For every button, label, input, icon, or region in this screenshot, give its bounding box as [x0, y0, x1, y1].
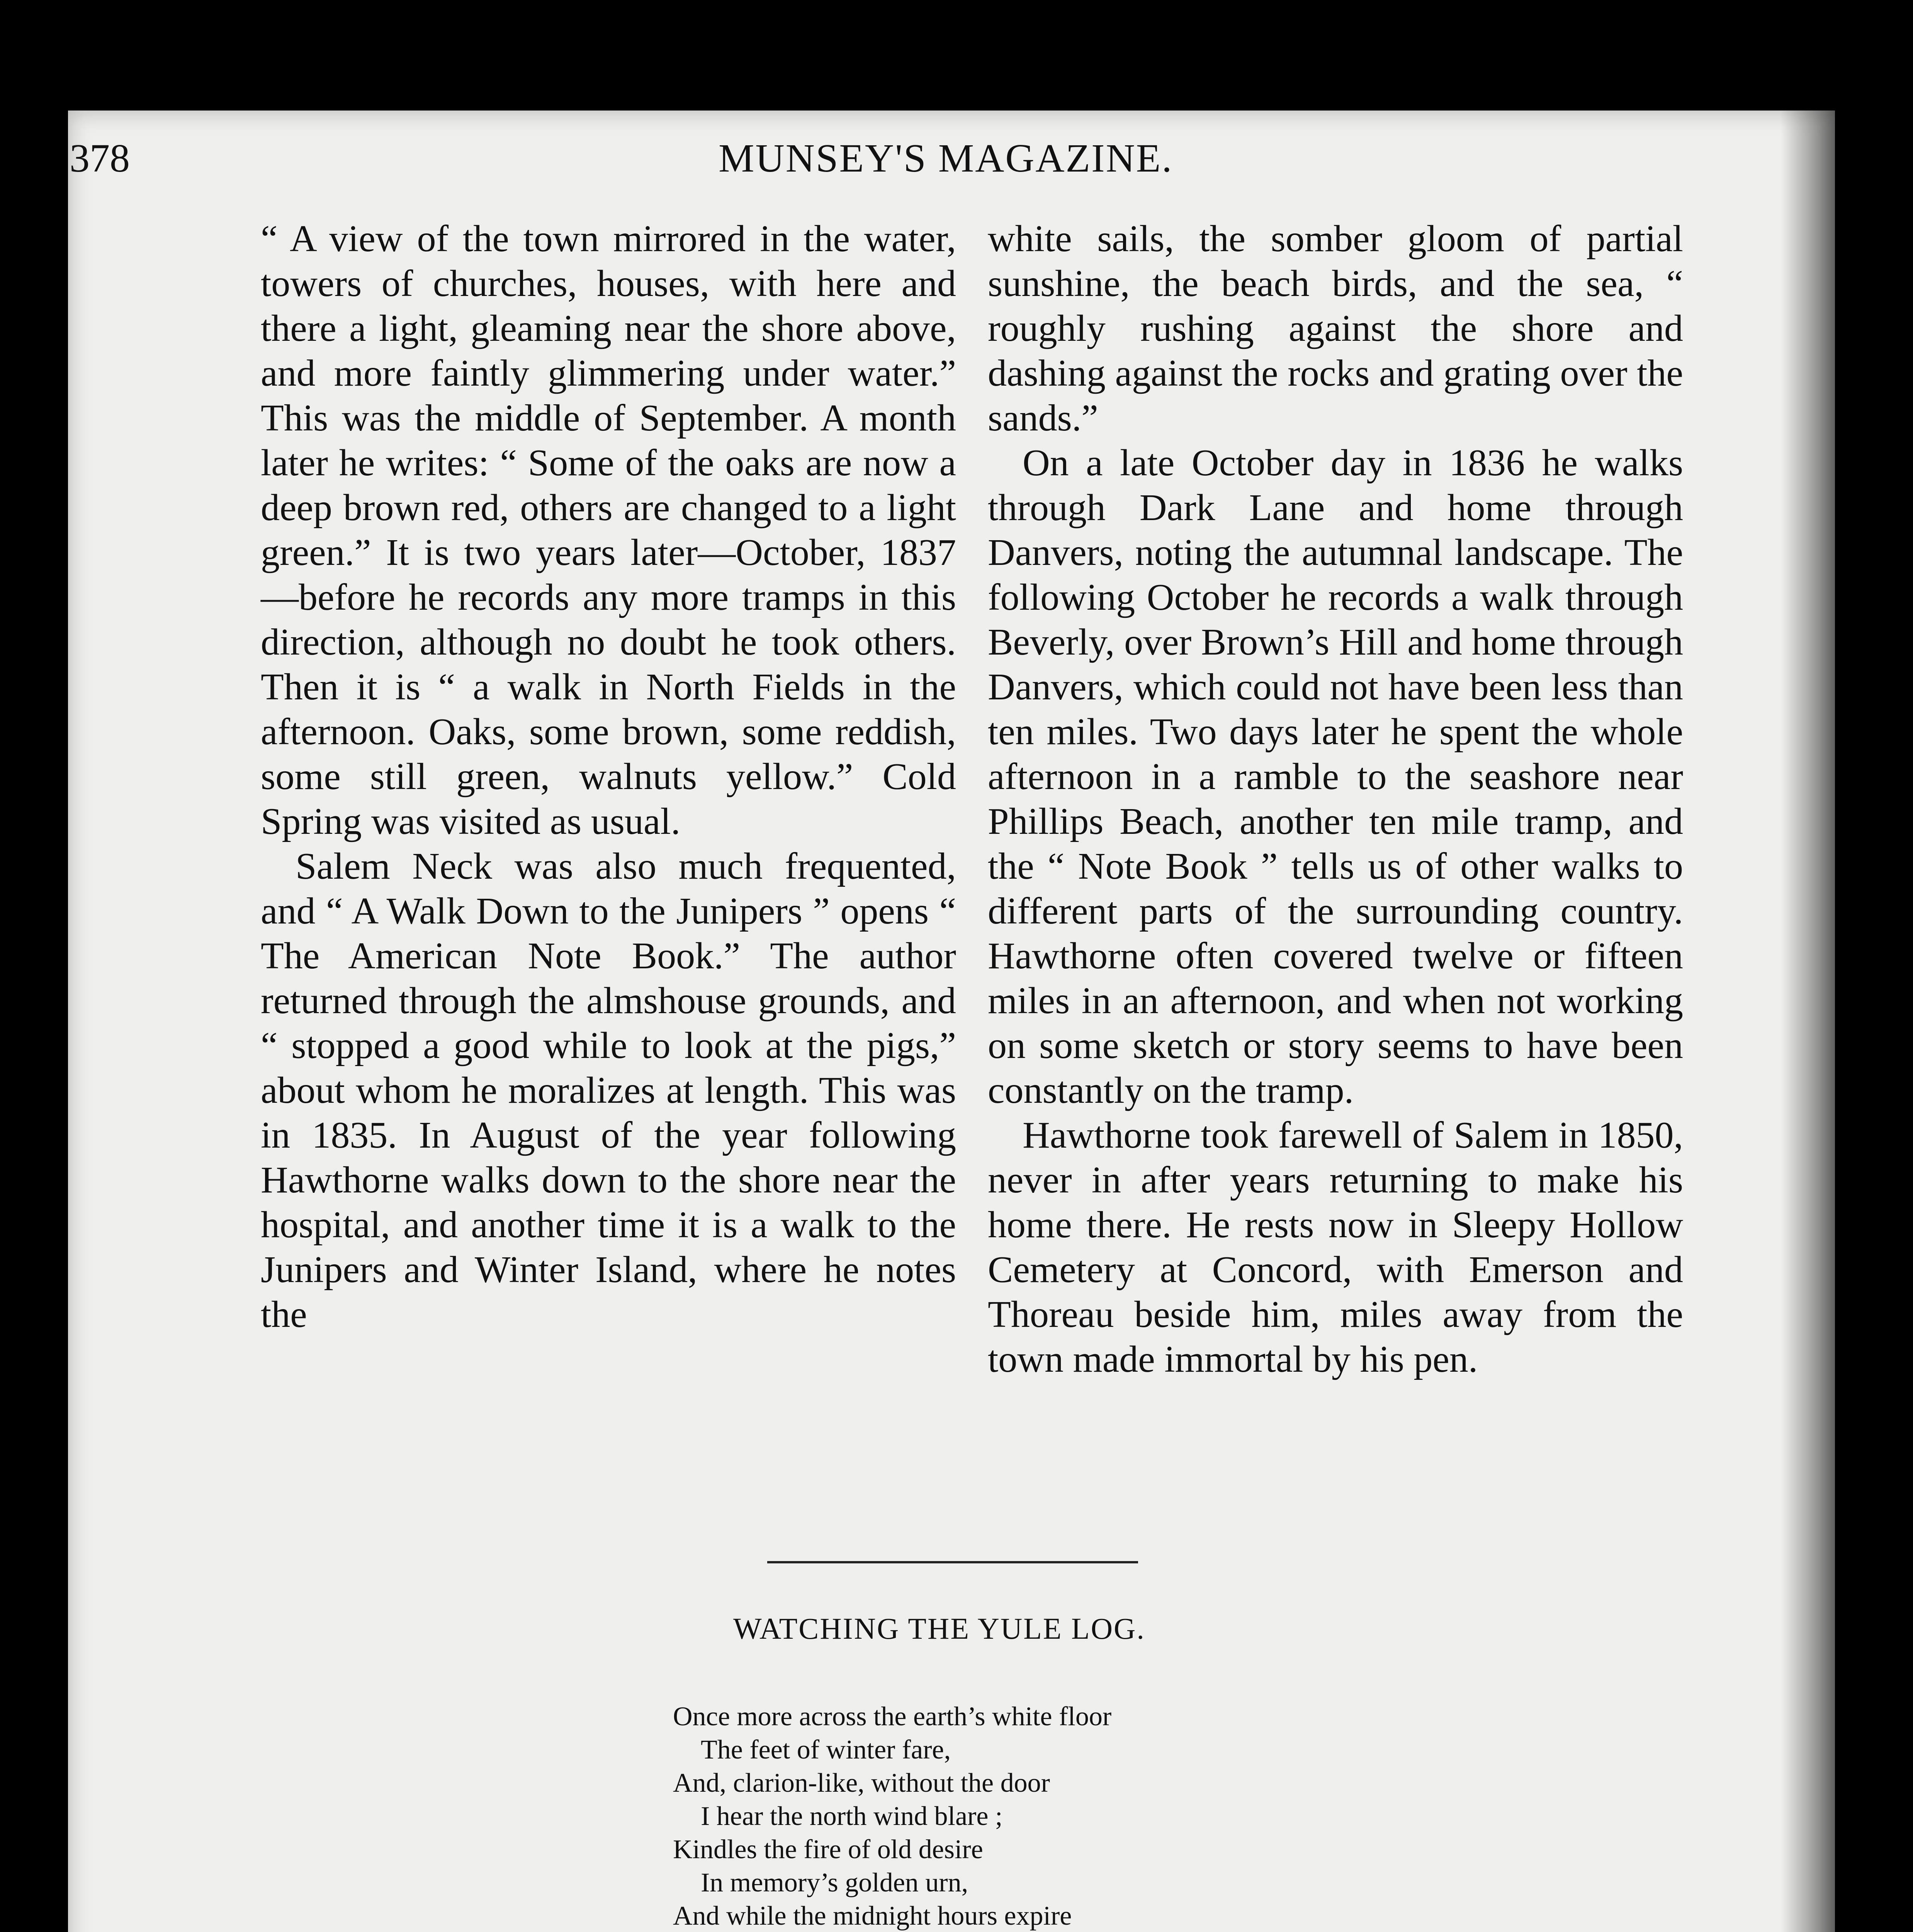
- left-paragraph-2: Salem Neck was also much frequented, and “ A Walk Down to the Junipers ” opens “ The American Note Book.” The author returned through the almshouse grounds, and “ stopped a good while to look at the pigs,” about whom he moralizes at length. This was in 1835. In August of the year following Hawthorne walks down to the shore near the hospital, and another time it is a walk to the Junipers and Winter Island, where he notes the: [261, 845, 956, 1335]
- right-column: [988, 216, 1683, 1382]
- poem-line: Once more across the earth’s white floor: [673, 1702, 1112, 1731]
- left-column: [261, 216, 956, 1337]
- right-paragraph-1: white sails, the somber gloom of partial sunshine, the beach birds, and the sea, “ roughly rushing against the shore and dashing against the rocks and grating over the sands.”: [988, 218, 1683, 439]
- poem-line: The feet of winter fare,: [701, 1735, 951, 1765]
- running-title: MUNSEY'S MAGAZINE.: [719, 136, 1173, 180]
- poem-line: And, clarion-like, without the door: [673, 1768, 1050, 1798]
- poem-line: I hear the north wind blare ;: [701, 1801, 1003, 1831]
- poem-title: WATCHING THE YULE LOG.: [733, 1612, 1145, 1645]
- section-divider: [767, 1561, 1138, 1563]
- right-paragraph-3: Hawthorne took farewell of Salem in 1850, never in after years returning to make his home there. He rests now in Sleepy Hollow Cemetery at Concord, with Emerson and Thoreau beside him, miles away from the town made immortal by his pen.: [988, 1114, 1683, 1380]
- page-number: 378: [70, 136, 130, 180]
- poem-body: [673, 1700, 1407, 1932]
- right-paragraph-2: On a late October day in 1836 he walks through Dark Lane and home through Danvers, noting the autumnal landscape. The following October he records a walk through Beverly, over Brown’s Hill and home through Danvers, which could not have been less than ten miles. Two days later he spent the whole afternoon in a ramble to the seashore near Phillips Beach, another ten mile tramp, and the “ Note Book ” tells us of other walks to different parts of the surrounding country. Hawthorne often covered twelve or fifteen miles in an afternoon, and when not working on some sketch or story seems to have been constantly on the tramp.: [988, 442, 1683, 1111]
- poem-stanza-1: [673, 1700, 1407, 1932]
- poem-line: Kindles the fire of old desire: [673, 1835, 983, 1864]
- poem-line: In memory’s golden urn,: [701, 1868, 968, 1898]
- left-paragraph-1: “ A view of the town mirrored in the water, towers of churches, houses, with here and there a light, gleaming near the shore above, and more faintly glimmering under water.” This was the middle of September. A month later he writes: “ Some of the oaks are now a deep brown red, others are changed to a light green.” It is two years later—October, 1837—before he records any more tramps in this direction, although no doubt he took others. Then it is “ a walk in North Fields in the afternoon. Oaks, some brown, some reddish, some still green, walnuts yellow.” Cold Spring was visited as usual.: [261, 218, 956, 842]
- page-edge-shadow: [1781, 111, 1835, 1932]
- poem-line: And while the midnight hours expire: [673, 1901, 1072, 1931]
